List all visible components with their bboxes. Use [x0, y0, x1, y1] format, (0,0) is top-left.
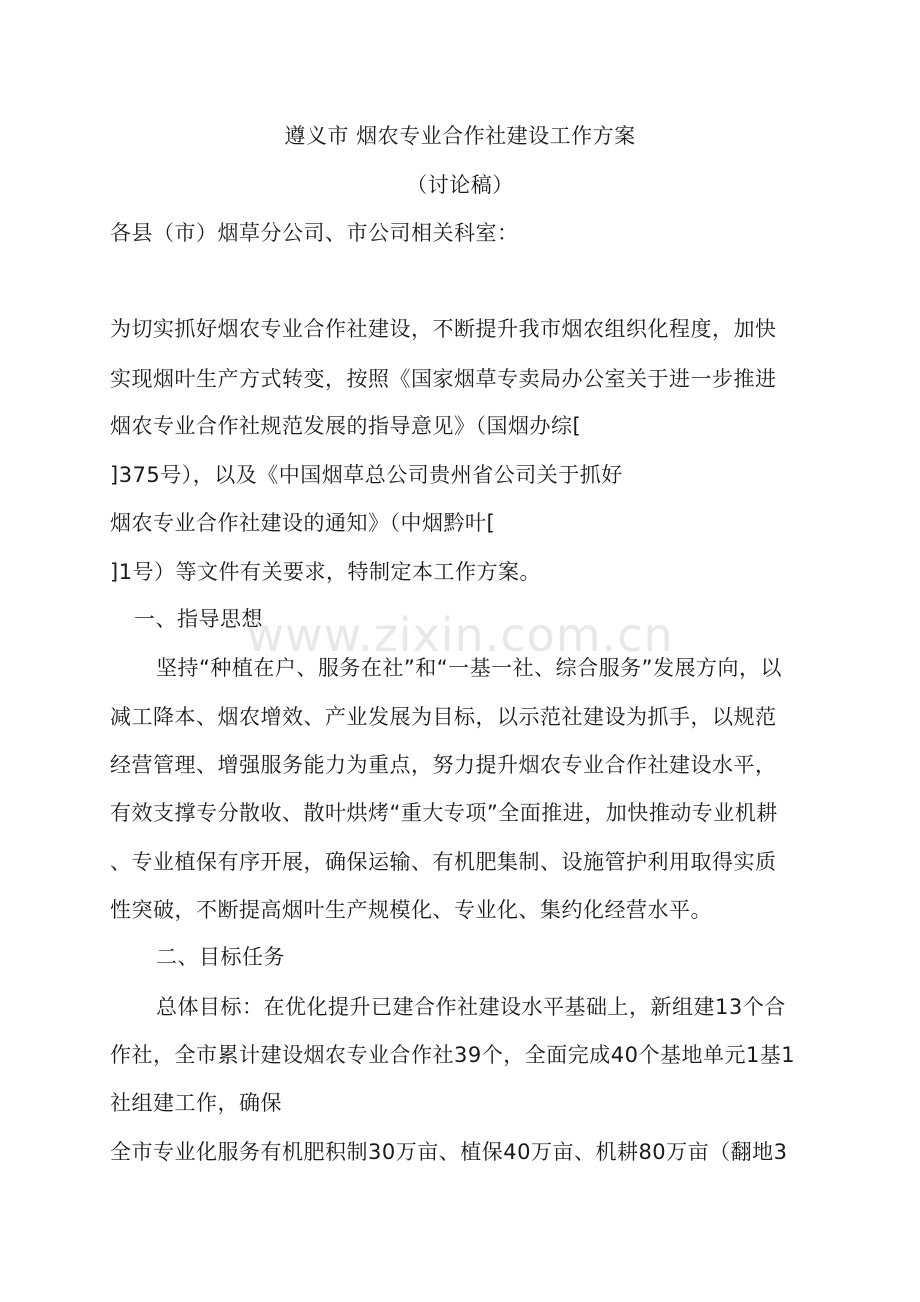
paragraph-line: 全市专业化服务有机肥积制30万亩、植保40万亩、机耕80万亩（翻地3 [110, 1140, 788, 1164]
paragraph-line: 总体目标：在优化提升已建合作社建设水平基础上，新组建13个合 [156, 995, 786, 1019]
intro-line: 烟农专业合作社规范发展的指导意见》（国烟办综[ [110, 414, 582, 438]
intro-line: ]1号）等文件有关要求，特制定本工作方案。 [110, 560, 542, 584]
paragraph-line: 作社，全市累计建设烟农专业合作社39个，全面完成40个基地单元1基1 [110, 1043, 796, 1067]
intro-line: 为切实抓好烟农专业合作社建设，不断提升我市烟农组织化程度，加快 [110, 317, 777, 341]
paragraph-line: 、专业植保有序开展，确保运输、有机肥集制、设施管护利用取得实质 [110, 850, 777, 874]
paragraph-line: 有效支撑专分散收、散叶烘烤“重大专项”全面推进，加快推动专业机耕 [110, 801, 778, 825]
salutation: 各县（市）烟草分公司、市公司相关科室： [110, 221, 519, 245]
section-heading: 一、指导思想 [134, 607, 263, 631]
section-heading: 二、目标任务 [156, 945, 285, 969]
intro-line: 烟农专业合作社建设的通知》（中烟黔叶[ [110, 511, 496, 535]
paragraph-line: 经营管理、增强服务能力为重点，努力提升烟农专业合作社建设水平， [110, 753, 777, 777]
paragraph-line: 坚持“种植在户、服务在社”和“一基一社、综合服务”发展方向，以 [156, 656, 783, 680]
intro-line: ]375号），以及《中国烟草总公司贵州省公司关于抓好 [110, 463, 623, 487]
intro-line: 实现烟叶生产方式转变，按照《国家烟草专卖局办公室关于进一步推进 [110, 367, 777, 391]
paragraph-line: 减工降本、烟农增效、产业发展为目标，以示范社建设为抓手，以规范 [110, 705, 777, 729]
paragraph-line: 性突破，不断提高烟叶生产规模化、专业化、集约化经营水平。 [110, 898, 712, 922]
watermark: www.zixin.com.cn [246, 608, 674, 662]
paragraph-line: 社组建工作，确保 [110, 1091, 282, 1115]
document-title: 遵义市 烟农专业合作社建设工作方案 [284, 124, 636, 148]
document-subtitle: （讨论稿） [406, 173, 514, 197]
